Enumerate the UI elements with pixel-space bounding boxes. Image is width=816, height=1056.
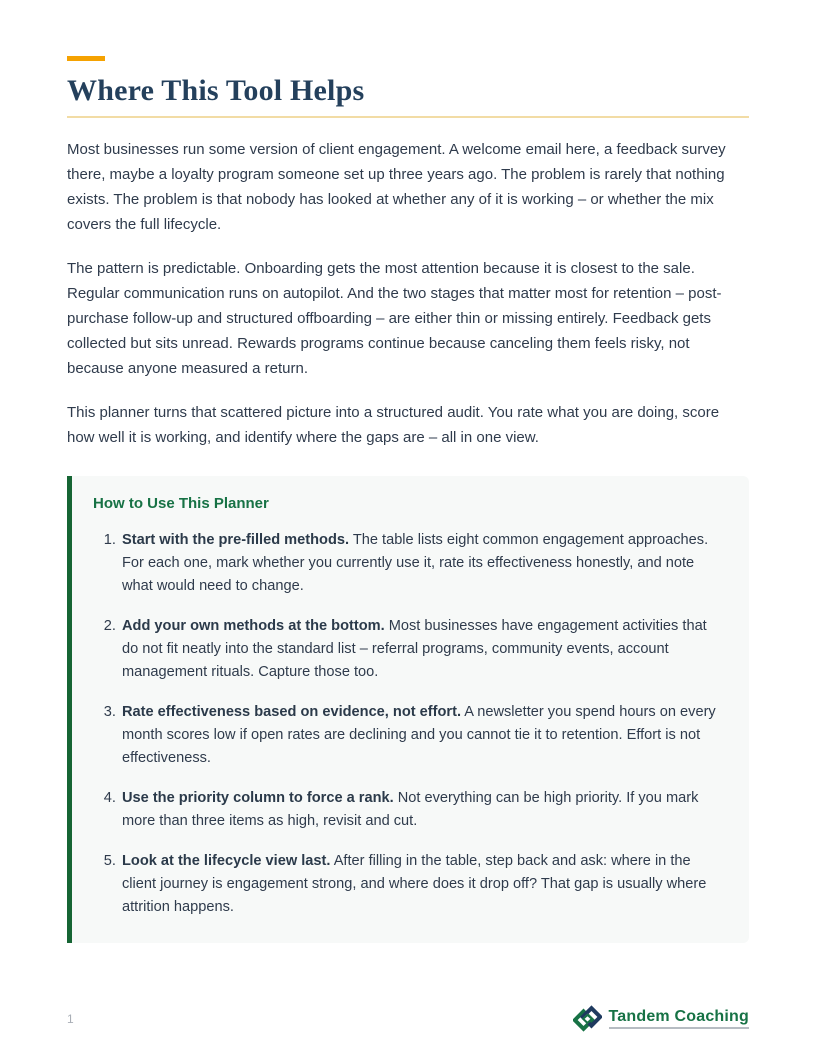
- logo-text: Tandem Coaching: [609, 1008, 750, 1029]
- list-item: [120, 615, 723, 684]
- list-item-lead: Rate effectiveness based on evidence, not effort.: [122, 704, 461, 720]
- title-accent-bar: [67, 56, 105, 61]
- page-content: [0, 56, 816, 943]
- tandem-diamond-icon: [573, 1005, 602, 1032]
- tandem-coaching-logo-link[interactable]: [573, 1005, 750, 1032]
- body-paragraph: The pattern is predictable. Onboarding gets the most attention because it is closest to the sale. Regular communication runs on autopilot. And the two stages that matter most for retention – post-purchase follow-up and structured offboarding – are either thin or missing entirely. Feedback gets collected but sits unread. Rewards programs continue because canceling them feels risky, not because anyone measured a return.: [67, 260, 722, 377]
- page-footer: [67, 1005, 749, 1032]
- how-to-use-callout: [67, 476, 749, 943]
- list-item-text: Not everything can be high priority. If you mark more than three items as high, revisit and cut.: [122, 790, 699, 829]
- list-item: [120, 529, 723, 598]
- body-paragraph: This planner turns that scattered picture into a structured audit. You rate what you are doing, score how well it is working, and identify where the gaps are – all in one view.: [67, 404, 720, 446]
- body-paragraph: Most businesses run some version of client engagement. A welcome email here, a feedback survey there, maybe a loyalty program someone set up three years ago. The problem is rarely that nothing exists. The problem is that nobody has looked at whether any of it is working – or whether the mix covers the full lifecycle.: [67, 141, 726, 233]
- list-item: [120, 850, 723, 919]
- page-title: Where This Tool Helps: [67, 74, 365, 107]
- list-item-text: After filling in the table, step back and ask: where in the client journey is engagement strong, and where does it drop off? That gap is usually where attrition happens.: [122, 853, 707, 915]
- list-item: [120, 701, 723, 770]
- list-item-lead: Add your own methods at the bottom.: [122, 618, 385, 634]
- callout-numbered-list: [93, 529, 723, 919]
- list-item-text: A newsletter you spend hours on every month scores low if open rates are declining and you cannot tie it to retention. Effort is not effectiveness.: [122, 704, 716, 766]
- title-underline-rule: [67, 116, 749, 118]
- list-item-text: The table lists eight common engagement approaches. For each one, mark whether you currently use it, rate its effectiveness honestly, and note what would need to change.: [122, 532, 709, 594]
- list-item-lead: Start with the pre-filled methods.: [122, 532, 350, 548]
- list-item-lead: Look at the lifecycle view last.: [122, 853, 331, 869]
- list-item: [120, 787, 723, 833]
- page-number: 1: [67, 1011, 74, 1026]
- callout-heading: How to Use This Planner: [93, 495, 269, 512]
- list-item-text: Most businesses have engagement activities that do not fit neatly into the standard list – referral programs, community events, account management rituals. Capture those too.: [122, 618, 707, 680]
- list-item-lead: Use the priority column to force a rank.: [122, 790, 394, 806]
